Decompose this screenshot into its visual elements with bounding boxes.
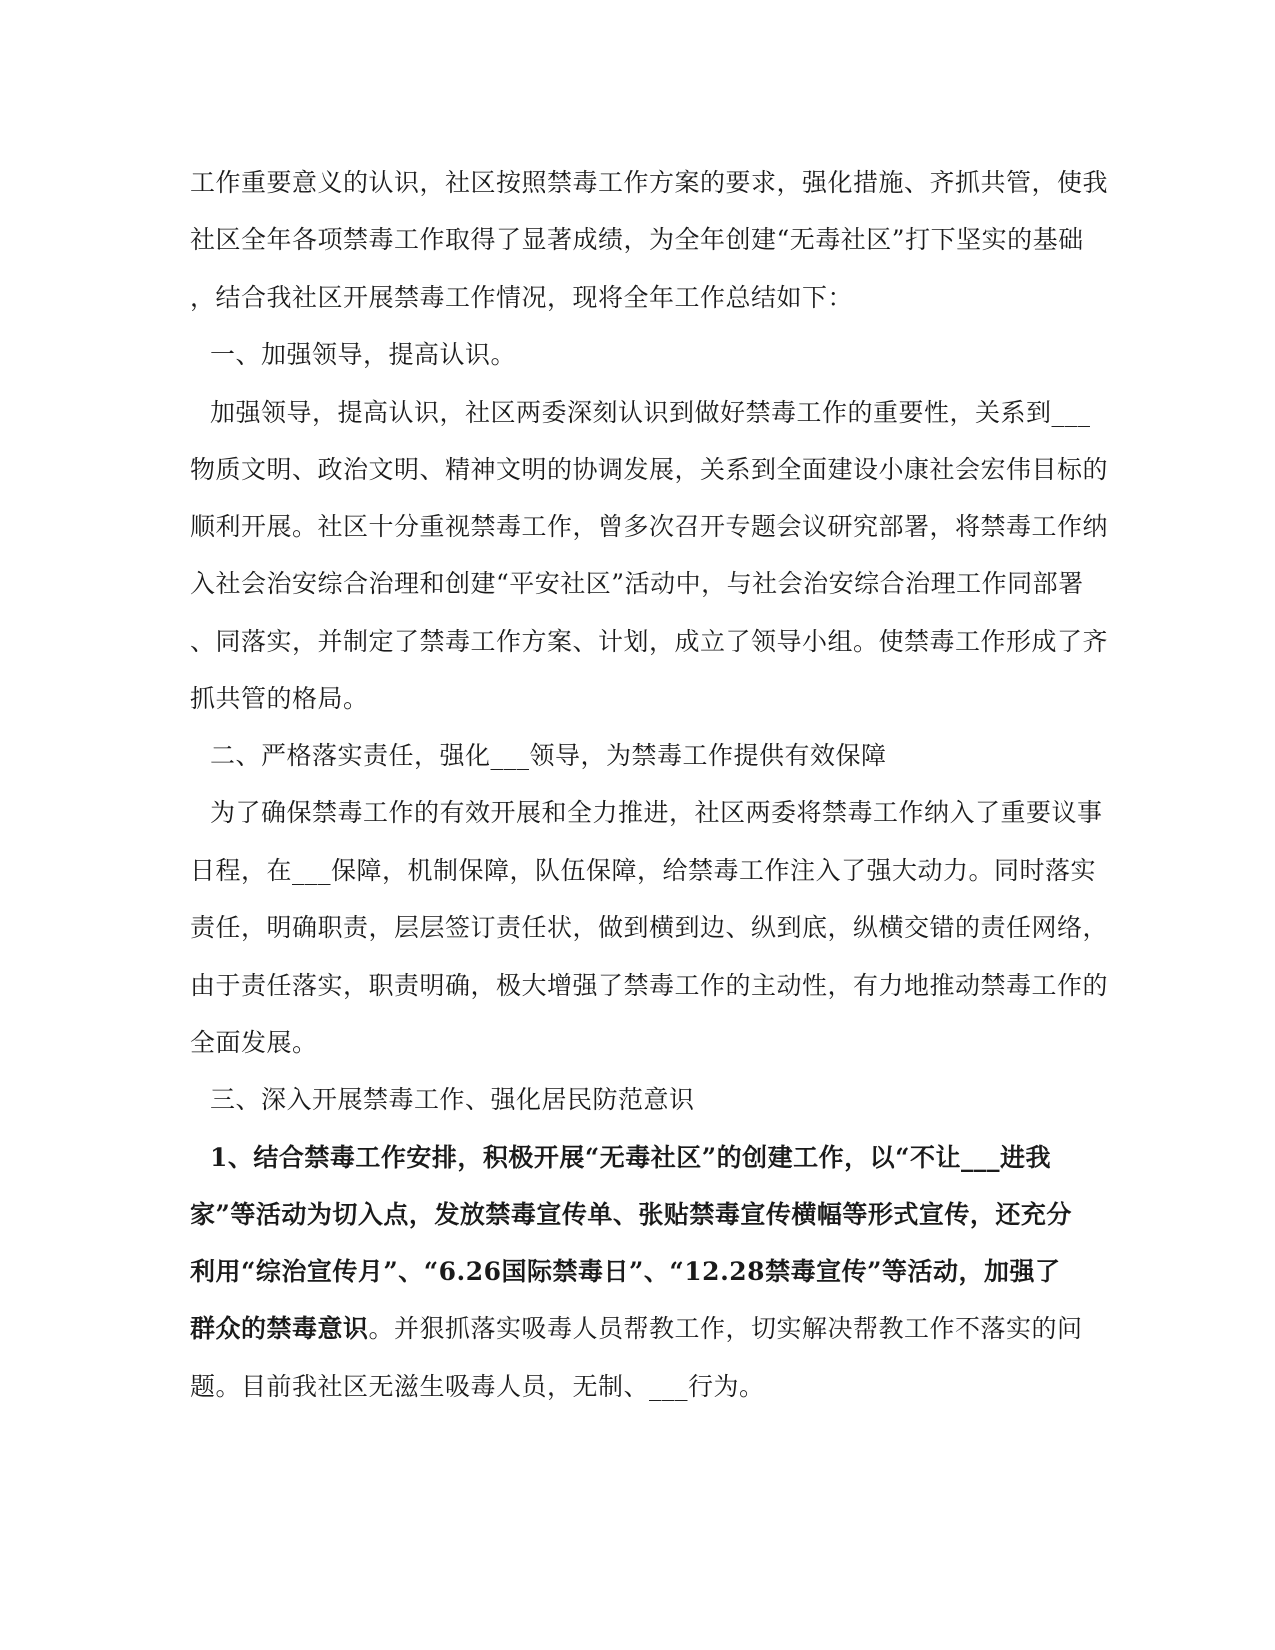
text-line: 题。目前我社区无滋生吸毒人员，无制、___行为。	[190, 1372, 765, 1401]
text-line: ，结合我社区开展禁毒工作情况，现将全年工作总结如下：	[190, 283, 854, 312]
text-line: 物质文明、政治文明、精神文明的协调发展，关系到全面建设小康社会宏伟目标的	[190, 455, 1109, 484]
text-line: 为了确保禁毒工作的有效开展和全力推进，社区两委将禁毒工作纳入了重要议事	[210, 798, 1103, 827]
text-line: 入社会治安综合治理和创建“平安社区”活动中，与社会治安综合治理工作同部署	[190, 569, 1084, 598]
text-line: 全面发展。	[190, 1028, 318, 1057]
text-line: 工作重要意义的认识，社区按照禁毒工作方案的要求，强化措施、齐抓共管，使我	[190, 168, 1109, 197]
bold-text-line: 家”等活动为切入点，发放禁毒宣传单、张贴禁毒宣传横幅等形式宣传，还充分	[190, 1200, 1072, 1229]
normal-span: 。并狠抓落实吸毒人员帮教工作，切实解决帮教工作不落实的问	[368, 1314, 1083, 1343]
mixed-text-line	[190, 1314, 1090, 1344]
bold-span: 群众的禁毒意识	[190, 1314, 369, 1343]
text-line: 抓共管的格局。	[190, 684, 369, 713]
bold-text-line: 1、结合禁毒工作安排，积极开展“无毒社区”的创建工作，以“不让___进我	[210, 1143, 1052, 1172]
text-line: 由于责任落实，职责明确，极大增强了禁毒工作的主动性，有力地推动禁毒工作的	[190, 971, 1109, 1000]
text-line: 、同落实，并制定了禁毒工作方案、计划，成立了领导小组。使禁毒工作形成了齐	[190, 627, 1109, 656]
text-line: 社区全年各项禁毒工作取得了显著成绩，为全年创建“无毒社区”打下坚实的基础	[190, 225, 1084, 254]
section-heading-1: 一、加强领导，提高认识。	[210, 340, 517, 369]
text-line: 加强领导，提高认识，社区两委深刻认识到做好禁毒工作的重要性，关系到___	[210, 398, 1091, 427]
section-heading-3: 三、深入开展禁毒工作、强化居民防范意识	[210, 1085, 695, 1114]
section-heading-2: 二、严格落实责任，强化___领导，为禁毒工作提供有效保障	[210, 741, 887, 770]
bold-text-line: 利用“综治宣传月”、“6.26国际禁毒日”、“12.28禁毒宣传”等活动，加强了	[190, 1257, 1061, 1286]
text-line: 顺利开展。社区十分重视禁毒工作，曾多次召开专题会议研究部署，将禁毒工作纳	[190, 512, 1109, 541]
text-line: 日程，在___保障，机制保障，队伍保障，给禁毒工作注入了强大动力。同时落实	[190, 856, 1097, 885]
text-line: 责任，明确职责，层层签订责任状，做到横到边、纵到底，纵横交错的责任网络，	[190, 913, 1109, 942]
